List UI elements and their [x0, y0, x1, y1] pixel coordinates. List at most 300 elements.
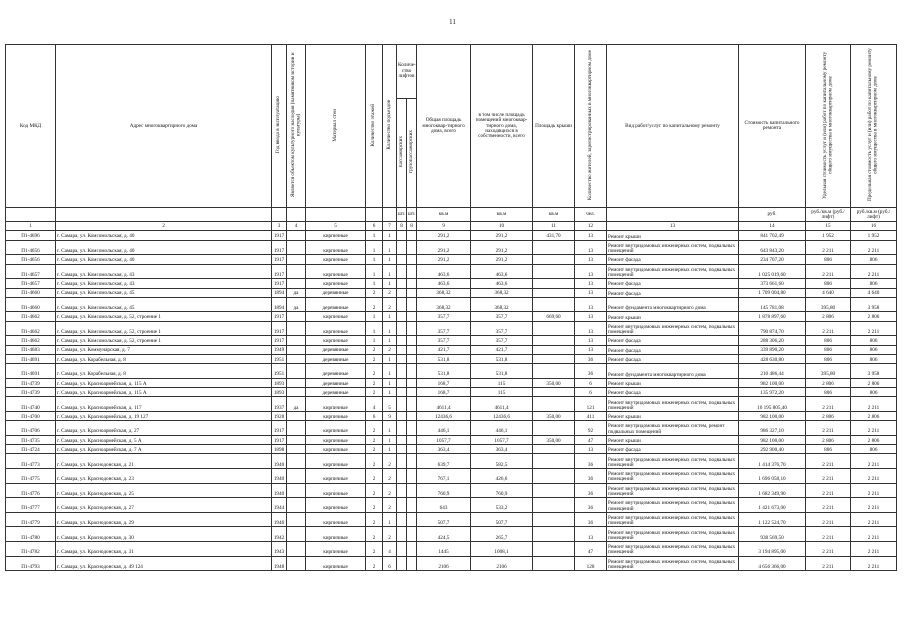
cell-floors: 1 — [366, 336, 383, 345]
cell-walls: кирпичные — [306, 255, 366, 264]
cell-kod: П1-4739 — [6, 388, 56, 397]
cell-limit-cost: 2 211 — [851, 421, 897, 436]
cell-heritage — [287, 512, 306, 527]
cell-lifts-pass — [397, 512, 407, 527]
cell-lifts-pass — [397, 354, 407, 363]
header-entrances: Количество подъездов — [383, 45, 397, 208]
cell-floors: 1 — [366, 264, 383, 279]
cell-address: г. Самара, ул. Краснодонская, д. 25 — [56, 483, 272, 498]
cell-res-area: 363,4 — [471, 445, 533, 454]
unit-roof-area: кв.м — [533, 208, 575, 222]
cell-walls: кирпичные — [306, 556, 366, 571]
cell-address: г. Самара, ул. Краснодонская, д. 21 — [56, 454, 272, 469]
cell-res-area: 115 — [471, 378, 533, 387]
cell-year: 1893 — [272, 388, 287, 397]
cell-entrances: 1 — [383, 354, 397, 363]
cell-walls: деревянные — [306, 297, 366, 312]
cell-address: г. Самара, ул. Комсомольская, д. 43 — [56, 279, 272, 288]
table-row — [6, 469, 897, 484]
cell-lifts-cargo — [407, 288, 417, 297]
cell-res-area: 265,7 — [471, 527, 533, 542]
cell-address: г. Самара, ул. Красноармейская, д. 115 А — [56, 378, 272, 387]
header-heritage: Является объектом культурного наследия (памятником истории и культуры) — [287, 45, 306, 208]
cell-res-area: 507,7 — [471, 512, 533, 527]
cell-work-type: Ремонт внутридомовых инженерных систем, подвальных помещений — [607, 556, 739, 571]
cell-cost: 428 630,80 — [739, 354, 806, 363]
cell-unit-cost: 395,80 — [806, 364, 851, 379]
cell-entrances: 2 — [383, 527, 397, 542]
cell-lifts-pass — [397, 397, 407, 412]
cell-heritage — [287, 498, 306, 513]
cell-roof-area — [533, 542, 575, 557]
cell-entrances: 2 — [383, 288, 397, 297]
cell-walls: кирпичные — [306, 336, 366, 345]
cell-res-area: 1057,7 — [471, 435, 533, 444]
cell-lifts-pass — [397, 388, 407, 397]
cell-floors: 2 — [366, 421, 383, 436]
cell-total-area: 291,2 — [417, 255, 471, 264]
cell-year: 1943 — [272, 542, 287, 557]
cell-floors: 2 — [366, 483, 383, 498]
unit-lifts-cargo: шт. — [407, 208, 417, 222]
cell-limit-cost: 3 958 — [851, 297, 897, 312]
cell-residents: 36 — [575, 354, 607, 363]
cell-lifts-cargo — [407, 411, 417, 420]
cell-lifts-cargo — [407, 542, 417, 557]
cell-total-area: 446,1 — [417, 421, 471, 436]
cell-walls: деревянные — [306, 364, 366, 379]
cell-entrances: 4 — [383, 542, 397, 557]
cell-year: 1917 — [272, 264, 287, 279]
unit-limit-cost: руб./кв.м (руб./лифт) — [851, 208, 897, 222]
cell-year: 1951 — [272, 364, 287, 379]
cell-address: г. Самара, ул. Красноармейская, д. 5 А — [56, 435, 272, 444]
cell-roof-area — [533, 345, 575, 354]
cell-lifts-pass — [397, 556, 407, 571]
header-walls: Материал стен — [306, 45, 366, 208]
cell-lifts-cargo — [407, 255, 417, 264]
cell-year: 1917 — [272, 321, 287, 336]
cell-kod: П1-4777 — [6, 498, 56, 513]
cell-unit-cost: 2 211 — [806, 264, 851, 279]
cell-cost: 1 025 019,60 — [739, 264, 806, 279]
cell-limit-cost: 806 — [851, 345, 897, 354]
cell-heritage — [287, 421, 306, 436]
cell-total-area: 291,2 — [417, 240, 471, 255]
cell-lifts-pass — [397, 498, 407, 513]
cell-roof-area — [533, 388, 575, 397]
cell-work-type: Ремонт крыши — [607, 435, 739, 444]
cell-cost: 1 682 349,90 — [739, 483, 806, 498]
cell-unit-cost: 806 — [806, 345, 851, 354]
cell-residents: 13 — [575, 255, 607, 264]
cell-heritage — [287, 240, 306, 255]
unit-res-area: кв.м — [471, 208, 533, 222]
cell-lifts-cargo — [407, 469, 417, 484]
header-year: Год ввода в эксплуатацию — [272, 45, 287, 208]
cell-entrances: 2 — [383, 345, 397, 354]
cell-kod: П1-4691 — [6, 364, 56, 379]
cell-lifts-pass — [397, 421, 407, 436]
cell-heritage — [287, 435, 306, 444]
table-row — [6, 378, 897, 387]
cell-unit-cost: 2 211 — [806, 512, 851, 527]
cell-lifts-pass — [397, 288, 407, 297]
cell-cost: 790 874,70 — [739, 321, 806, 336]
cell-work-type: Ремонт фасада — [607, 445, 739, 454]
cell-lifts-cargo — [407, 435, 417, 444]
cell-work-type: Ремонт крыши — [607, 378, 739, 387]
table-row — [6, 312, 897, 321]
cell-work-type: Ремонт внутридомовых инженерных систем, подвальных помещений — [607, 469, 739, 484]
cell-address: г. Самара, ул. Краснодонская, д. 27 — [56, 498, 272, 513]
cell-work-type: Ремонт внутридомовых инженерных систем, подвальных помещений — [607, 397, 739, 412]
cell-total-area: 291,2 — [417, 231, 471, 240]
cell-total-area: 363,4 — [417, 445, 471, 454]
cell-heritage — [287, 378, 306, 387]
cell-address: г. Самара, ул. Красноармейская, д. 27 — [56, 421, 272, 436]
cell-lifts-cargo — [407, 421, 417, 436]
cell-cost: 1 878 897,60 — [739, 312, 806, 321]
cell-roof-area: 669,60 — [533, 312, 575, 321]
cell-floors: 2 — [366, 454, 383, 469]
cell-cost: 982 100,00 — [739, 378, 806, 387]
cell-address: г. Самара, ул. Красноармейская, д. 117 — [56, 397, 272, 412]
cell-walls: кирпичные — [306, 421, 366, 436]
table-row — [6, 498, 897, 513]
cell-res-area: 533,2 — [471, 498, 533, 513]
cell-floors: 2 — [366, 445, 383, 454]
cell-walls: кирпичные — [306, 527, 366, 542]
cell-floors: 1 — [366, 231, 383, 240]
cell-floors: 2 — [366, 512, 383, 527]
cell-floors: 2 — [366, 388, 383, 397]
cell-roof-area — [533, 498, 575, 513]
cell-lifts-pass — [397, 240, 407, 255]
cell-lifts-cargo — [407, 397, 417, 412]
cell-lifts-pass — [397, 469, 407, 484]
cell-lifts-cargo — [407, 378, 417, 387]
cell-entrances: 1 — [383, 255, 397, 264]
cell-heritage — [287, 527, 306, 542]
cell-lifts-pass — [397, 264, 407, 279]
cell-walls: кирпичные — [306, 240, 366, 255]
column-numbers-row: 1 2 3 4 5 6 7 8 8 9 10 11 12 13 14 15 16 — [6, 222, 897, 231]
cell-cost: 210 486,44 — [739, 364, 806, 379]
cell-year: 1937 — [272, 397, 287, 412]
cell-residents: 13 — [575, 240, 607, 255]
cell-heritage — [287, 264, 306, 279]
cell-floors: 2 — [366, 364, 383, 379]
cell-kod: П1-4775 — [6, 469, 56, 484]
cell-walls: кирпичные — [306, 397, 366, 412]
cell-unit-cost: 2 211 — [806, 240, 851, 255]
cell-total-area: 168,7 — [417, 388, 471, 397]
cell-cost: 234 707,20 — [739, 255, 806, 264]
cell-address: г. Самара, ул. Красноармейская, д. 19 127 — [56, 411, 272, 420]
cell-floors: 2 — [366, 527, 383, 542]
cell-year: 1894 — [272, 288, 287, 297]
cell-res-area: 582,5 — [471, 454, 533, 469]
cell-year: 1917 — [272, 240, 287, 255]
table-row — [6, 483, 897, 498]
cell-entrances: 1 — [383, 231, 397, 240]
cell-lifts-cargo — [407, 345, 417, 354]
cell-limit-cost: 2 211 — [851, 469, 897, 484]
cell-res-area: 291,2 — [471, 255, 533, 264]
cell-kod: П1-4657 — [6, 279, 56, 288]
cell-unit-cost: 2 211 — [806, 527, 851, 542]
cell-residents: 36 — [575, 483, 607, 498]
cell-floors: 2 — [366, 435, 383, 444]
cell-address: г. Самара, ул. Комсомольская, д. 40 — [56, 240, 272, 255]
cell-kod: П1-4740 — [6, 397, 56, 412]
cell-kod: П1-4700 — [6, 411, 56, 420]
cell-residents: 411 — [575, 411, 607, 420]
cell-kod: П1-4662 — [6, 312, 56, 321]
unit-cost: руб. — [739, 208, 806, 222]
cell-unit-cost: 2 211 — [806, 483, 851, 498]
cell-cost: 373 661,60 — [739, 279, 806, 288]
table-row — [6, 297, 897, 312]
cell-heritage: да — [287, 397, 306, 412]
cell-total-area: 760,9 — [417, 483, 471, 498]
cell-walls: кирпичные — [306, 279, 366, 288]
cell-lifts-pass — [397, 527, 407, 542]
cell-heritage — [287, 345, 306, 354]
cell-unit-cost: 2 211 — [806, 498, 851, 513]
cell-walls: кирпичные — [306, 454, 366, 469]
cell-cost: 10 195 805,40 — [739, 397, 806, 412]
cell-limit-cost: 1 952 — [851, 231, 897, 240]
cell-residents: 13 — [575, 445, 607, 454]
cell-address: г. Самара, ул. Комсомольская, д. 45 — [56, 297, 272, 312]
header-cost: Стоимость капитального ремонта — [739, 45, 806, 208]
cell-floors: 2 — [366, 498, 383, 513]
cell-floors: 6 — [366, 411, 383, 420]
cell-lifts-cargo — [407, 336, 417, 345]
cell-total-area: 639,7 — [417, 454, 471, 469]
cell-kod: П1-4683 — [6, 345, 56, 354]
cell-res-area: 357,7 — [471, 312, 533, 321]
cell-work-type: Ремонт внутридомовых инженерных систем, ремонт подвальных помещений — [607, 421, 739, 436]
cell-limit-cost: 2 211 — [851, 512, 897, 527]
table-row — [6, 321, 897, 336]
table-row — [6, 397, 897, 412]
cell-cost: 1 709 004,80 — [739, 288, 806, 297]
cell-entrances: 1 — [383, 279, 397, 288]
table-row — [6, 527, 897, 542]
cell-unit-cost: 395,80 — [806, 297, 851, 312]
header-kod: Код МКД — [6, 45, 56, 208]
cell-floors: 2 — [366, 297, 383, 312]
cell-lifts-pass — [397, 297, 407, 312]
unit-total-area: кв.м — [417, 208, 471, 222]
cell-cost: 3 194 895,00 — [739, 542, 806, 557]
cell-floors: 2 — [366, 469, 383, 484]
cell-floors: 1 — [366, 255, 383, 264]
cell-cost: 145 781,08 — [739, 297, 806, 312]
header-floors: Количество этажей — [366, 45, 383, 208]
cell-lifts-cargo — [407, 388, 417, 397]
cell-cost: 1 414 376,70 — [739, 454, 806, 469]
cell-walls: деревянные — [306, 345, 366, 354]
cell-heritage — [287, 454, 306, 469]
cell-walls: деревянные — [306, 378, 366, 387]
cell-kod: П1-4735 — [6, 435, 56, 444]
cell-res-area: 463,6 — [471, 264, 533, 279]
cell-work-type: Ремонт фундамента многоквартирного дома — [607, 297, 739, 312]
cell-cost: 1 122 524,70 — [739, 512, 806, 527]
cell-entrances: 5 — [383, 397, 397, 412]
cell-lifts-cargo — [407, 364, 417, 379]
cell-address: г. Самара, ул. Комсомольская, д. 52, строение 1 — [56, 321, 272, 336]
cell-work-type: Ремонт крыши — [607, 312, 739, 321]
cell-cost: 982 100,00 — [739, 411, 806, 420]
cell-kod: П1-4657 — [6, 264, 56, 279]
cell-roof-area: 350,00 — [533, 435, 575, 444]
cell-total-area: 368,32 — [417, 288, 471, 297]
cell-unit-cost: 2 806 — [806, 411, 851, 420]
cell-lifts-pass — [397, 445, 407, 454]
cell-entrances: 1 — [383, 445, 397, 454]
cell-unit-cost: 2 806 — [806, 378, 851, 387]
cell-work-type: Ремонт крыши — [607, 411, 739, 420]
cell-walls: деревянные — [306, 354, 366, 363]
table-row — [6, 336, 897, 345]
cell-cost: 1 421 673,00 — [739, 498, 806, 513]
cell-limit-cost: 2 806 — [851, 312, 897, 321]
cell-floors: 2 — [366, 354, 383, 363]
cell-unit-cost: 2 211 — [806, 542, 851, 557]
cell-entrances: 1 — [383, 388, 397, 397]
cell-total-area: 531,8 — [417, 364, 471, 379]
cell-cost: 288 306,20 — [739, 336, 806, 345]
cell-address: г. Самара, ул. Комсомольская, д. 40 — [56, 255, 272, 264]
cell-lifts-cargo — [407, 279, 417, 288]
cell-year: 1917 — [272, 336, 287, 345]
cell-heritage — [287, 336, 306, 345]
cell-total-area: 421,7 — [417, 345, 471, 354]
header-residents: Количество жителей, зарегистрированных в многоквартирном доме — [575, 45, 607, 208]
cell-work-type: Ремонт фундамента многоквартирного дома — [607, 364, 739, 379]
cell-roof-area — [533, 469, 575, 484]
cell-residents: 13 — [575, 231, 607, 240]
cell-kod: П1-4773 — [6, 454, 56, 469]
cell-entrances: 1 — [383, 312, 397, 321]
table-body — [6, 231, 897, 571]
cell-work-type: Ремонт фасада — [607, 345, 739, 354]
cell-entrances: 2 — [383, 483, 397, 498]
cell-year: 1917 — [272, 255, 287, 264]
cell-kod: П1-4706 — [6, 421, 56, 436]
cell-unit-cost: 2 211 — [806, 397, 851, 412]
header-lifts-pass: пассажирских — [397, 98, 407, 208]
cell-entrances: 1 — [383, 240, 397, 255]
cell-unit-cost: 1 952 — [806, 231, 851, 240]
cell-residents: 47 — [575, 542, 607, 557]
cell-total-area: 12436,6 — [417, 411, 471, 420]
cell-heritage — [287, 364, 306, 379]
cell-lifts-pass — [397, 321, 407, 336]
table-row — [6, 421, 897, 436]
cell-res-area: 531,8 — [471, 364, 533, 379]
cell-entrances: 1 — [383, 336, 397, 345]
cell-kod: П1-4776 — [6, 483, 56, 498]
table-row — [6, 556, 897, 571]
cell-entrances: 1 — [383, 264, 397, 279]
header-roof-area: Площадь крыши — [533, 45, 575, 208]
cell-year: 1928 — [272, 411, 287, 420]
cell-kod: П1-4660 — [6, 297, 56, 312]
cell-total-area: 767,1 — [417, 469, 471, 484]
cell-year: 1944 — [272, 498, 287, 513]
cell-lifts-pass — [397, 483, 407, 498]
cell-heritage — [287, 231, 306, 240]
cell-res-area: 368,32 — [471, 288, 533, 297]
cell-address: г. Самара, ул. Красноармейская, д. 115 А — [56, 388, 272, 397]
cell-residents: 13 — [575, 527, 607, 542]
cell-limit-cost: 806 — [851, 279, 897, 288]
cell-heritage — [287, 388, 306, 397]
cell-kod: П1-4724 — [6, 445, 56, 454]
cell-kod: П1-4739 — [6, 378, 56, 387]
cell-lifts-pass — [397, 454, 407, 469]
cell-res-area: 531,8 — [471, 354, 533, 363]
cell-work-type: Ремонт внутридомовых инженерных систем, подвальных помещений — [607, 321, 739, 336]
header-lifts-group: Количе-ство лифтов — [397, 45, 417, 99]
cell-lifts-pass — [397, 345, 407, 354]
cell-res-area: 446,1 — [471, 421, 533, 436]
cell-limit-cost: 3 958 — [851, 364, 897, 379]
cell-res-area: 421,7 — [471, 345, 533, 354]
table-row — [6, 240, 897, 255]
cell-address: г. Самара, ул. Комсомольская, д. 40 — [56, 231, 272, 240]
cell-total-area: 643 — [417, 498, 471, 513]
cell-unit-cost: 806 — [806, 255, 851, 264]
cell-floors: 1 — [366, 312, 383, 321]
cell-res-area: 426,6 — [471, 469, 533, 484]
cell-residents: 121 — [575, 397, 607, 412]
header-address: Адрес многоквартирного дома — [56, 45, 272, 208]
cell-kod: П1-4780 — [6, 527, 56, 542]
unit-lifts-pass: шт. — [397, 208, 407, 222]
cell-entrances: 6 — [383, 556, 397, 571]
cell-work-type: Ремонт внутридомовых инженерных систем, подвальных помещений — [607, 483, 739, 498]
cell-lifts-pass — [397, 231, 407, 240]
cell-limit-cost: 806 — [851, 354, 897, 363]
cell-limit-cost: 2 806 — [851, 378, 897, 387]
cell-address: г. Самара, ул. Корабельная, д. 8 — [56, 364, 272, 379]
cell-limit-cost: 2 211 — [851, 264, 897, 279]
table-row — [6, 411, 897, 420]
table-row — [6, 445, 897, 454]
cell-unit-cost: 2 211 — [806, 469, 851, 484]
cell-lifts-cargo — [407, 512, 417, 527]
cell-unit-cost: 2 211 — [806, 421, 851, 436]
cell-cost: 339 890,20 — [739, 345, 806, 354]
cell-lifts-pass — [397, 378, 407, 387]
cell-year: 1946 — [272, 512, 287, 527]
cell-walls: кирпичные — [306, 445, 366, 454]
cell-year: 1917 — [272, 435, 287, 444]
cell-total-area: 4611,4 — [417, 397, 471, 412]
cell-year: 1893 — [272, 378, 287, 387]
cell-residents: 13 — [575, 336, 607, 345]
cell-work-type: Ремонт внутридомовых инженерных систем, подвальных помещений — [607, 542, 739, 557]
cell-heritage — [287, 542, 306, 557]
cell-unit-cost: 806 — [806, 354, 851, 363]
